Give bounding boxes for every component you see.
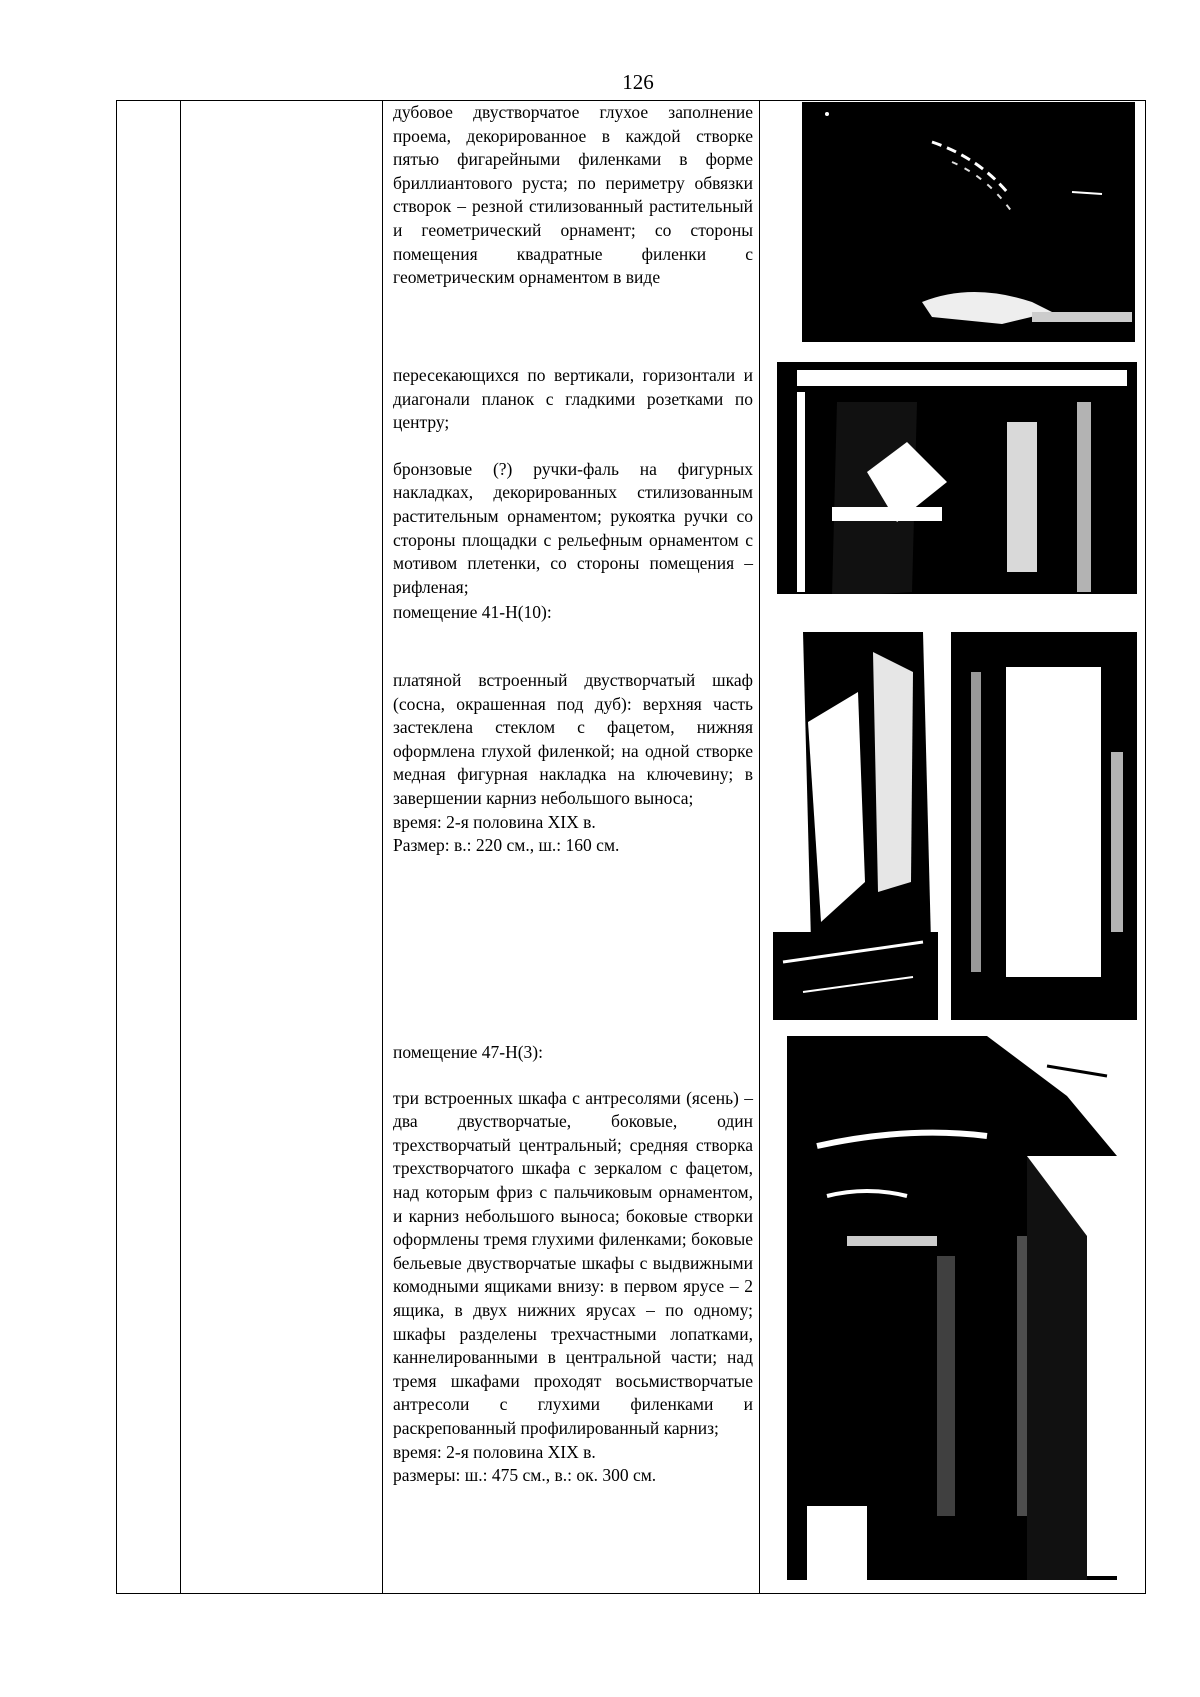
paragraph: платяной встроенный двустворчатый шкаф (сосна, окрашенная под дуб): верхняя часть застеклена стеклом с фацетом, нижняя оформлена глухой филенкой; на одной створке медная фигурная накладка на ключевину; в завершении карниз небольшого выноса; [393, 670, 753, 808]
column-divider-2 [382, 100, 383, 1594]
paragraph: пересекающихся по вертикали, горизонтали и диагонали планок с гладкими розетками по центру; [393, 365, 753, 433]
size-line: Размер: в.: 220 см., ш.: 160 см. [393, 835, 620, 856]
size-line: размеры: ш.: 475 см., в.: ок. 300 см. [393, 1465, 657, 1486]
built-in-cabinets-photo [787, 1036, 1117, 1580]
description-block-1 [393, 101, 753, 290]
wardrobe-right-photo [951, 632, 1137, 1020]
wardrobe-left-photo [773, 632, 938, 1020]
door-handle-photo [777, 362, 1137, 604]
column-divider-1 [180, 100, 181, 1594]
description-block-4 [393, 1041, 753, 1488]
paragraph: бронзовые (?) ручки-фаль на фигурных накладках, декорированных стилизованным растительным орнаментом; рукоятка ручки со стороны площадки с рельефным орнаментом с мотивом плетенки, со стороны помещения – рифленая; [393, 458, 753, 597]
date-line: время: 2-я половина XIX в. [393, 1441, 596, 1462]
column-divider-3 [759, 100, 760, 1594]
paragraph: дубовое двустворчатое глухое заполнение проема, декорированное в каждой створке пятью фигарейными филенками в форме бриллиантового руста; по периметру обвязки створок – резной стилизованный растительный и геометрический орнамент; со стороны помещения квадратные филенки с геометрическим орнаментом в виде [393, 102, 753, 288]
door-ornament-photo [802, 102, 1135, 342]
room-heading: помещение 47-Н(3): [393, 1042, 543, 1062]
page-number: 126 [622, 70, 654, 94]
description-block-2 [393, 364, 753, 625]
description-block-3 [393, 669, 753, 858]
paragraph: три встроенных шкафа с антресолями (ясень) – два двустворчатые, боковые, один трехстворчатый центральный; средняя створка трехстворчатого шкафа с зеркалом с фацетом, над которым фриз с пальчиковым орнаментом, и карниз небольшого выноса; боковые створки оформлены тремя глухими филенками; боковые бельевые двустворчатые шкафы с выдвижными комодными ящиками внизу: в первом ярусе – 2 ящика, в двух нижних ярусах – по одному; шкафы разделены трехчастными лопатками, каннелированными в центральной части; над тремя шкафами проходят восьмистворчатые антресоли с глухими филенками и раскрепованный профилированный карниз; [393, 1087, 753, 1438]
room-heading: помещение 41-Н(10): [393, 602, 552, 623]
date-line: время: 2-я половина XIX в. [393, 811, 596, 832]
